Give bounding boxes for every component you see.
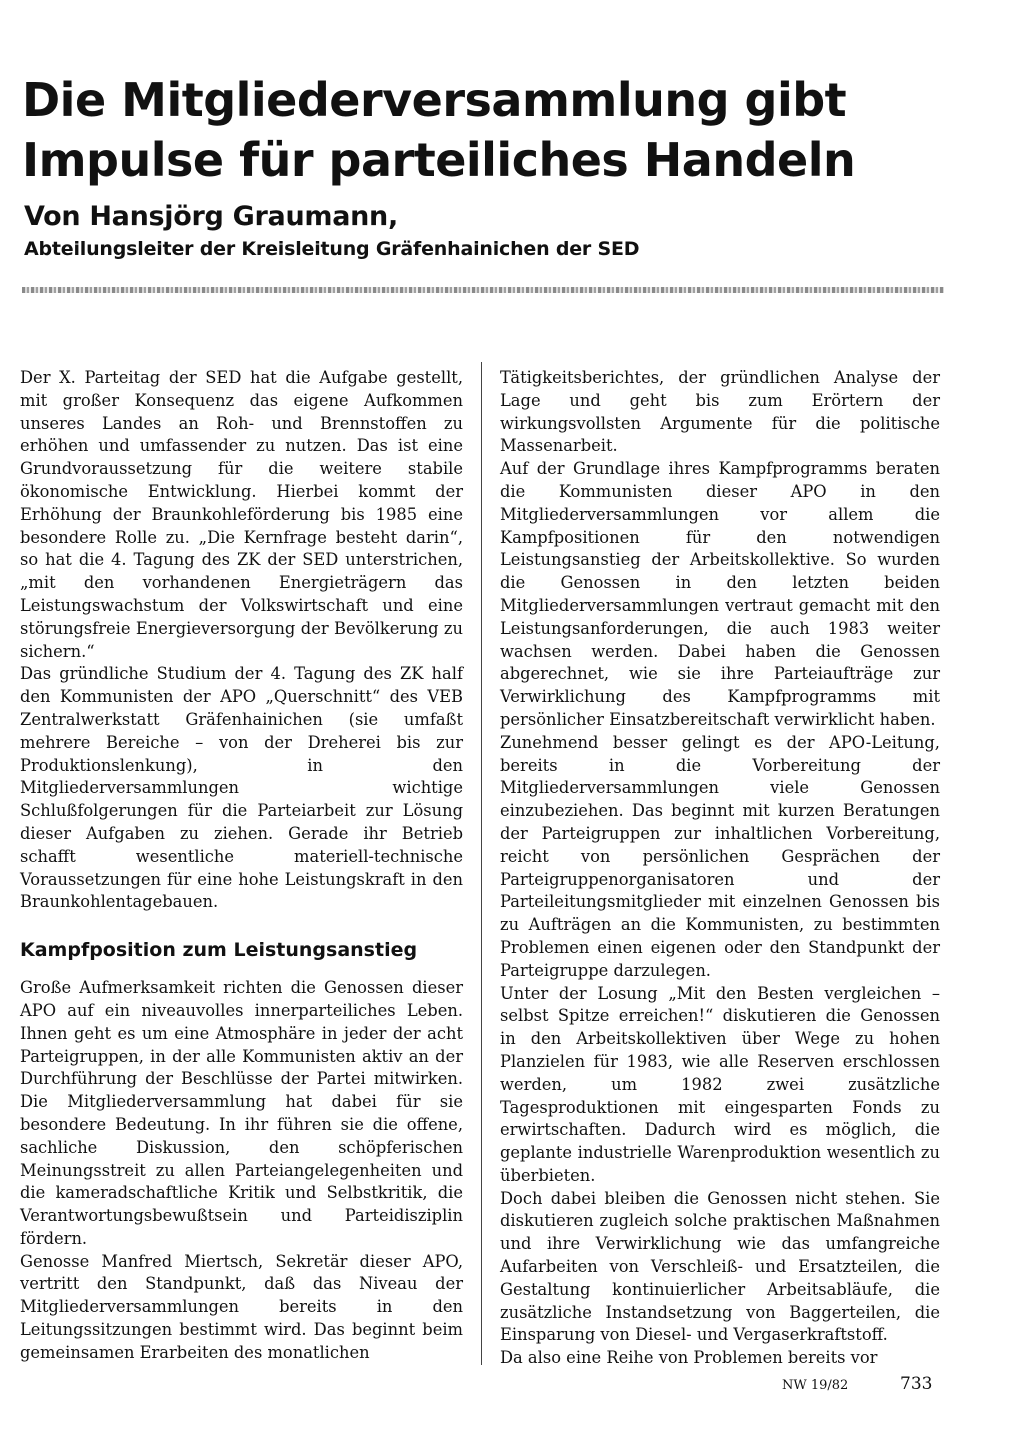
- paragraph: Doch dabei bleiben die Genossen nicht stehen. Sie diskutieren zugleich solche praktischen Maßnahmen und ihre Verwirklichung wie das umfangreiche Aufarbeiten von Verschleiß- und Ersatzteilen, die Gestaltung kontinuierlicher Arbeitsabläufe, die zusätzliche Instandsetzung von Baggerteilen, die Einsparung von Diesel- und Vergaserkraftstoff.: [500, 1188, 940, 1345]
- paragraph: Das gründliche Studium der 4. Tagung des ZK half den Kommunisten der APO „Querschnitt“ des VEB Zentralwerkstatt Gräfenhainichen (sie umfaßt mehrere Bereiche – von der Dreherei bis zur Produktionslenkung), in den Mitgliederversammlungen wichtige Schlußfolgerungen für die Parteiarbeit zur Lösung dieser Aufgaben zu ziehen. Gerade ihr Betrieb schafft wesentliche materiell-technische Voraussetzungen für eine hohe Leistungskraft in den Braunkohlentagebauen.: [20, 664, 463, 912]
- title-divider: [22, 287, 944, 293]
- section-heading: Kampfposition zum Leistungsanstieg: [20, 939, 418, 962]
- column-left: [20, 367, 463, 1365]
- author-position: Abteilungsleiter der Kreisleitung Gräfenhainichen der SED: [24, 238, 640, 260]
- byline: [24, 200, 984, 264]
- paragraph: Unter der Losung „Mit den Besten vergleichen – selbst Spitze erreichen!“ diskutieren die Genossen in den Arbeitskollektiven über Wege zu hohen Planzielen für 1983, wie alle Reserven erschlossen werden, um 1982 zwei zusätzliche Tagesproduktionen mit eingesparten Fonds zu erwirtschaften. Dadurch wird es möglich, die geplante industrielle Warenproduktion wesentlich zu überbieten.: [500, 983, 940, 1185]
- article-title: Die Mitgliederversammlung gibt Impulse für parteiliches Handeln: [22, 73, 856, 187]
- author-name: Von Hansjörg Graumann,: [24, 201, 398, 232]
- paragraph: Zunehmend besser gelingt es der APO-Leitung, bereits in die Vorbereitung der Mitgliederversammlungen viele Genossen einzubeziehen. Das beginnt mit kurzen Beratungen der Parteigruppen zur inhaltlichen Vorbereitung, reicht von persönlichen Gesprächen der Parteigruppenorganisatoren und der Parteileitungsmitglieder mit einzelnen Genossen bis zu Aufträgen an die Kommunisten, zu bestimmten Problemen einen eigenen oder den Standpunkt der Parteigruppe darzulegen.: [500, 732, 940, 980]
- paragraph: Große Aufmerksamkeit richten die Genossen dieser APO auf ein niveauvolles innerparteiliches Leben. Ihnen geht es um eine Atmosphäre in jeder der acht Parteigruppen, in der alle Kommunisten aktiv an der Durchführung der Beschlüsse der Partei mitwirken. Die Mitgliederversammlung hat dabei für sie besondere Bedeutung. In ihr führen sie die offene, sachliche Diskussion, den schöpferischen Meinungsstreit zu allen Parteiangelegenheiten und die kameradschaftliche Kritik und Selbstkritik, die Verantwortungsbewußtsein und Parteidisziplin fördern.: [20, 978, 463, 1248]
- paragraph: Auf der Grundlage ihres Kampfprogramms beraten die Kommunisten dieser APO in den Mitgliederversammlungen vor allem die Kampfpositionen für den notwendigen Leistungsanstieg der Arbeitskollektive. So wurden die Genossen in den letzten beiden Mitgliederversammlungen vertraut gemacht mit den Leistungsanforderungen, die auch 1983 weiter wachsen werden. Dabei haben die Genossen abgerechnet, wie sie ihre Parteiaufträge zur Verwirklichung des Kampfprogramms mit persönlicher Einsatzbereitschaft verwirklicht haben.: [500, 459, 940, 729]
- column-right: [500, 367, 940, 1370]
- paragraph: Da also eine Reihe von Problemen bereits vor: [500, 1348, 878, 1368]
- page-number: 733: [900, 1374, 933, 1394]
- paragraph: Der X. Parteitag der SED hat die Aufgabe gestellt, mit großer Konsequenz das eigene Aufkommen unseres Landes an Roh- und Brennstoffen zu erhöhen und umfassender zu nutzen. Das ist eine Grundvoraussetzung für die weitere stabile ökonomische Entwicklung. Hierbei kommt der Erhöhung der Braunkohleförderung bis 1985 eine besondere Rolle zu. „Die Kernfrage besteht darin“, so hat die 4. Tagung des ZK der SED unterstrichen, „mit den vorhandenen Energieträgern das Leistungswachstum der Volkswirtschaft und eine störungsfreie Energieversorgung der Bevölkerung zu sichern.“: [20, 368, 463, 661]
- column-rule: [481, 362, 482, 1365]
- paragraph: Tätigkeitsberichtes, der gründlichen Analyse der Lage und geht bis zum Erörtern der wirkungsvollsten Argumente für die politische Massenarbeit.: [500, 368, 940, 456]
- paragraph: Genosse Manfred Miertsch, Sekretär dieser APO, vertritt den Standpunkt, daß das Niveau der Mitgliederversammlungen bereits in den Leitungssitzungen bestimmt wird. Das beginnt beim gemeinsamen Erarbeiten des monatlichen: [20, 1251, 463, 1362]
- issue-label: NW 19/82: [782, 1378, 849, 1393]
